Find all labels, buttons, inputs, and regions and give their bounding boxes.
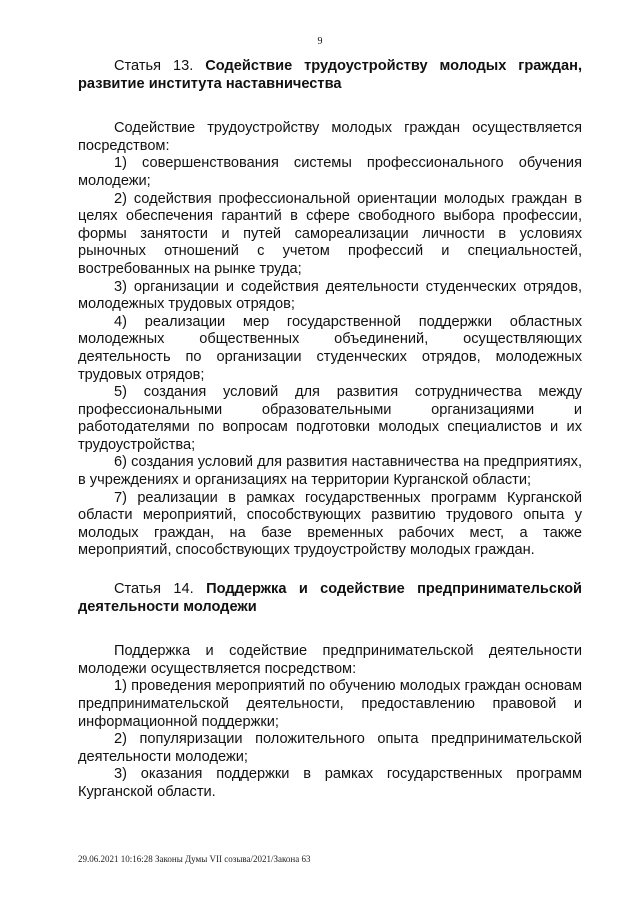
- article-14-item-1: 1) проведения мероприятий по обучению молодых граждан основам предпринимательской деятельности, предоставлению правовой и информационной поддержки;: [78, 678, 582, 730]
- article-13-heading: [78, 58, 582, 93]
- article-14-label: Статья 14.: [114, 581, 194, 598]
- page-number: 9: [317, 36, 323, 47]
- article-13-item-1: 1) совершенствования системы профессионального обучения молодежи;: [78, 155, 582, 189]
- article-13-intro: Содействие трудоустройству молодых граждан осуществляется посредством:: [78, 120, 582, 154]
- article-13-label: Статья 13.: [114, 58, 194, 74]
- document-body: [78, 58, 582, 802]
- article-14-title: Поддержка и содействие предпринимательской деятельности молодежи: [78, 581, 583, 615]
- article-13-item-4: 4) реализации мер государственной поддержки областных молодежных общественных объединений, осуществляющих деятельность по организации студенческих отрядов, молодежных трудовых отрядов;: [78, 313, 582, 383]
- spacer: [78, 616, 582, 643]
- article-13-item-3: 3) организации и содействия деятельности студенческих отрядов, молодежных трудовых отрядов;: [78, 278, 582, 313]
- article-14-item-2: 2) популяризации положительного опыта предпринимательской деятельности молодежи;: [78, 731, 582, 765]
- article-14-intro: Поддержка и содействие предпринимательской деятельности молодежи осуществляется посредством:: [78, 643, 582, 677]
- article-13-item-7: 7) реализации в рамках государственных программ Курганской области мероприятий, способствующих развитию трудового опыта у молодых граждан, на базе временных рабочих мест, а также мероприятий, способствующих трудоустройству молодых граждан.: [78, 489, 582, 559]
- spacer: [78, 93, 582, 120]
- document-footer: 29.06.2021 10:16:28 Законы Думы VII созыва/2021/Закона 63: [78, 854, 311, 864]
- article-14-heading: [78, 581, 582, 616]
- article-13-item-6: 6) создания условий для развития наставничества на предприятиях, в учреждениях и организациях на территории Курганской области;: [78, 454, 582, 489]
- article-13-title: Содействие трудоустройству молодых граждан, развитие института наставничества: [78, 58, 582, 92]
- spacer: [78, 560, 582, 581]
- article-13-item-2: 2) содействия профессиональной ориентации молодых граждан в целях обеспечения гарантий в сфере свободного выбора профессии, формы занятости и путей самореализации личности в условиях рыночных отношений с учетом профессий и специальностей, востребованных на рынке труда;: [78, 190, 582, 277]
- article-13-item-5: 5) создания условий для развития сотрудничества между профессиональными образовательными организациями и работодателями по вопросам подготовки молодых специалистов и их трудоустройства;: [78, 384, 582, 453]
- article-14-item-3: 3) оказания поддержки в рамках государственных программ Курганской области.: [78, 766, 582, 800]
